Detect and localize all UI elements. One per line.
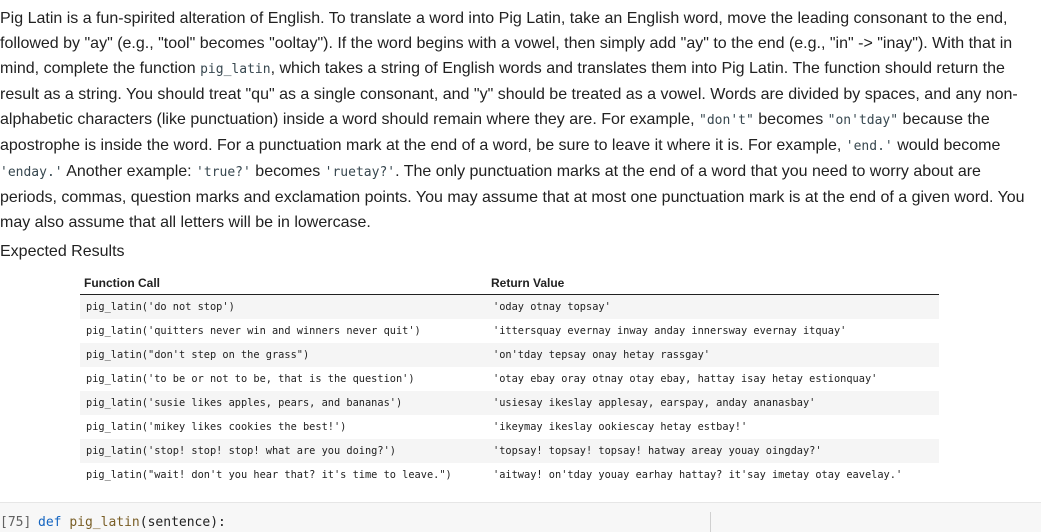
table-header-row xyxy=(80,272,939,295)
expected-results-table xyxy=(80,272,939,487)
inline-code: "on'tday" xyxy=(827,113,899,128)
return-value-cell: 'aitway! on'tday youay earhay hattay? it'say imetay otay eavelay.' xyxy=(493,469,903,481)
function-signature: (sentence): xyxy=(139,515,226,530)
function-call-cell: pig_latin('do not stop') xyxy=(80,295,487,320)
return-value-cell: 'on'tday tepsay onay hetay rassgay' xyxy=(487,343,939,367)
table-row xyxy=(80,343,939,367)
return-value-cell: 'usiesay ikeslay applesay, earspay, anday ananasbay' xyxy=(487,391,939,415)
table-row xyxy=(80,439,939,463)
table-row xyxy=(80,295,939,320)
return-value-cell: 'ittersquay evernay inway anday innersway evernay itquay' xyxy=(493,325,847,337)
description-text: Another example: xyxy=(62,163,197,180)
table-row xyxy=(80,391,939,415)
function-call-header: Function Call xyxy=(80,272,487,295)
inline-code: pig_latin xyxy=(200,62,271,77)
description-paragraph xyxy=(0,6,1030,235)
return-value-cell: 'ikeymay ikeslay ookiescay hetay estbay!' xyxy=(493,421,748,433)
description-text: Pig Latin is a fun-spirited alteration of English. To translate a word into Pig Latin, take an English word, move the leading consonant to the end, followed by "ay" (e.g., "tool" becomes "ooltay"). If the word begins with a vowel, then simply add "ay" to the end (e.g., "in" -> "inay"). With that in mind, complete the function xyxy=(0,10,1013,77)
inline-code: 'ruetay?' xyxy=(324,165,396,180)
function-call-cell: pig_latin('susie likes apples, pears, and bananas') xyxy=(80,391,487,415)
function-call-cell: pig_latin('to be or not to be, that is the question') xyxy=(86,373,415,385)
description-text: becomes xyxy=(753,111,828,128)
table-row xyxy=(80,319,939,343)
return-value-cell: 'oday otnay topsay' xyxy=(487,295,939,320)
function-call-cell: pig_latin('mikey likes cookies the best!') xyxy=(86,421,347,433)
function-call-cell: pig_latin("wait! don't you hear that? it's time to leave.") xyxy=(86,469,452,481)
description-text: . The only punctuation marks at the end of a word that you need to worry about are periods, commas, question marks and exclamation points. You may assume that at most one punctuation mark is at the end of a given word. You may also assume that all letters will be in lowercase. xyxy=(0,163,1025,231)
problem-description xyxy=(0,6,1030,235)
def-keyword: def xyxy=(38,515,62,530)
description-text: , which takes a string of English words and translates them into Pig Latin. The function should return the result as a string. You should treat "qu" as a single consonant, and "y" should be treated as a vowel. Words are divided by spaces, and any non-alphabetic characters (like punctuation) inside a word should remain where they are. For example, xyxy=(0,60,1018,128)
function-call-cell: pig_latin('quitters never win and winners never quit') xyxy=(86,325,421,337)
inline-code: "don't" xyxy=(699,113,754,128)
inline-code: 'true?' xyxy=(196,165,251,180)
inline-code: 'enday.' xyxy=(0,165,63,180)
table-row xyxy=(80,367,939,391)
return-value-cell: 'otay ebay oray otnay otay ebay, hattay isay hetay estionquay' xyxy=(493,373,878,385)
return-value-header: Return Value xyxy=(487,272,939,295)
function-name: pig_latin xyxy=(69,515,140,530)
table-row xyxy=(80,463,939,487)
expected-results-heading: Expected Results xyxy=(0,243,125,260)
description-text: becomes xyxy=(250,163,325,180)
execution-count: [75] xyxy=(0,515,32,530)
description-text: would become xyxy=(892,137,1001,154)
function-call-cell: pig_latin('stop! stop! stop! what are you doing?') xyxy=(80,439,487,463)
description-text: because the apostrophe is inside the word. For a punctuation mark at the end of a word, be sure to leave it where it is. For example, xyxy=(0,111,990,154)
table-row xyxy=(80,415,939,439)
function-call-cell: pig_latin("don't step on the grass") xyxy=(80,343,487,367)
code-editor-line[interactable] xyxy=(38,515,226,530)
cell-divider xyxy=(710,512,711,532)
return-value-cell: 'topsay! topsay! topsay! hatway areay youay oingday?' xyxy=(487,439,939,463)
inline-code: 'end.' xyxy=(845,139,893,154)
